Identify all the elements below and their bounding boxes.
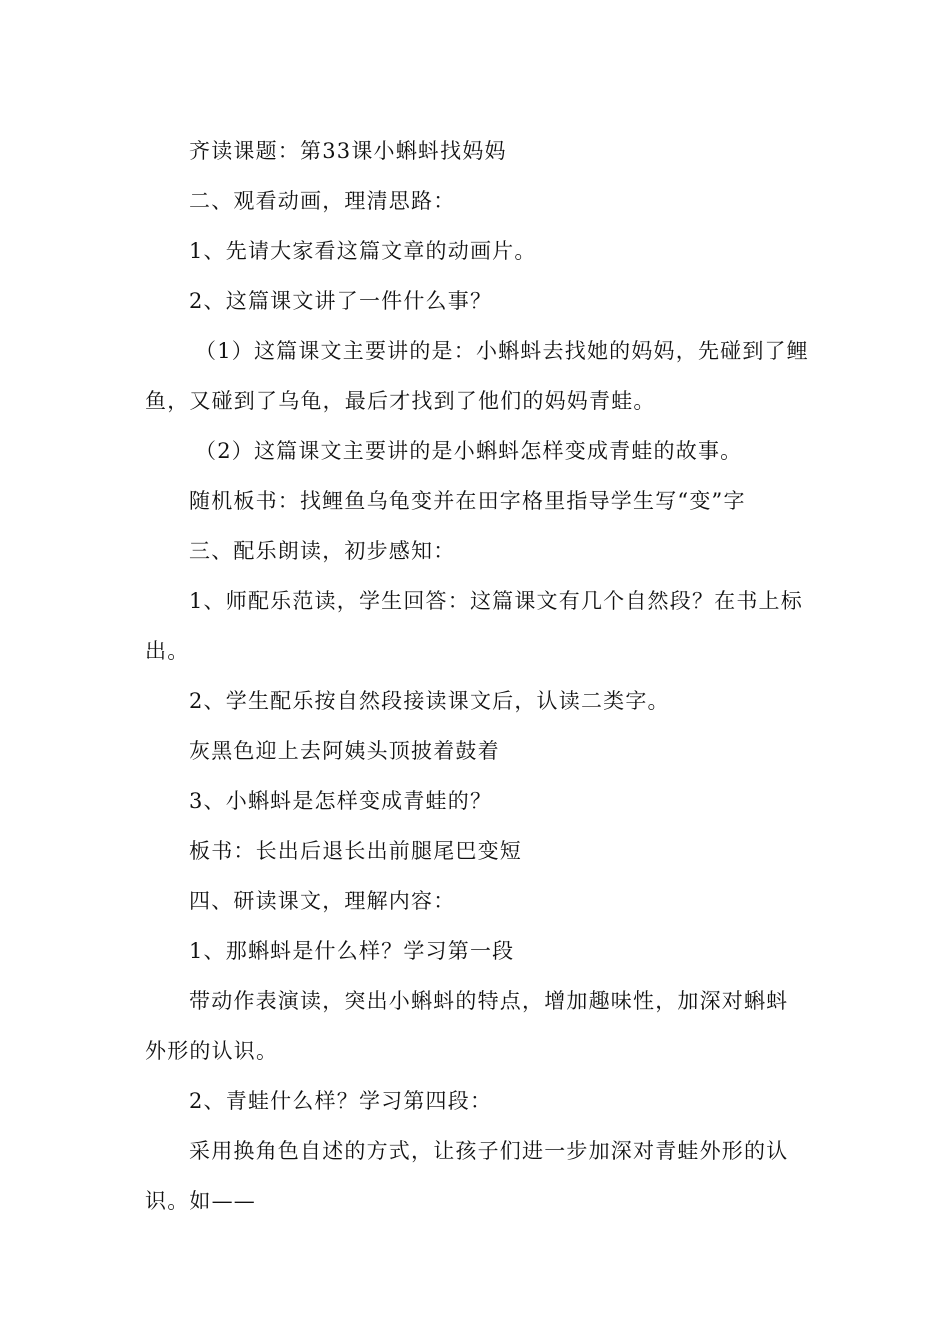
paragraph-role-play: 采用换角色自述的方式，让孩子们进一步加深对青蛙外形的认识。如—— <box>145 1139 789 1213</box>
paragraph-lesson-title: 齐读课题：第33课小蝌蚪找妈妈 <box>189 139 507 163</box>
paragraph-section-three-heading: 三、配乐朗读，初步感知： <box>189 539 456 563</box>
paragraph-section-four-heading: 四、研读课文，理解内容： <box>189 889 456 913</box>
paragraph-vocabulary: 灰黑色迎上去阿姨头顶披着鼓着 <box>189 739 500 763</box>
paragraph-board-notes: 随机板书：找鲤鱼乌龟变并在田字格里指导学生写“变”字 <box>189 489 746 513</box>
paragraph-action-reading: 带动作表演读，突出小蝌蚪的特点，增加趣味性，加深对蝌蚪外形的认识。 <box>145 989 789 1063</box>
paragraph-question-what-story: 2、这篇课文讲了一件什么事？ <box>189 289 493 313</box>
paragraph-board-transform: 板书：长出后退长出前腿尾巴变短 <box>189 839 522 863</box>
paragraph-watch-animation: 1、先请大家看这篇文章的动画片。 <box>189 239 537 263</box>
paragraph-answer-two: （2）这篇课文主要讲的是小蝌蚪怎样变成青蛙的故事。 <box>195 439 743 463</box>
paragraph-tadpole-appearance: 1、那蝌蚪是什么样？学习第一段 <box>189 939 515 963</box>
paragraph-frog-appearance: 2、青蛙什么样？学习第四段： <box>189 1089 493 1113</box>
paragraph-teacher-reading: 1、师配乐范读，学生回答：这篇课文有几个自然段？在书上标出。 <box>145 589 803 663</box>
paragraph-student-reading: 2、学生配乐按自然段接读课文后，认读二类字。 <box>189 689 670 713</box>
paragraph-section-two-heading: 二、观看动画，理清思路： <box>189 189 456 213</box>
paragraph-question-transform: 3、小蝌蚪是怎样变成青蛙的？ <box>189 789 493 813</box>
paragraph-answer-one: （1）这篇课文主要讲的是：小蝌蚪去找她的妈妈，先碰到了鲤鱼，又碰到了乌龟，最后才找到了他们的妈妈青蛙。 <box>145 339 809 413</box>
